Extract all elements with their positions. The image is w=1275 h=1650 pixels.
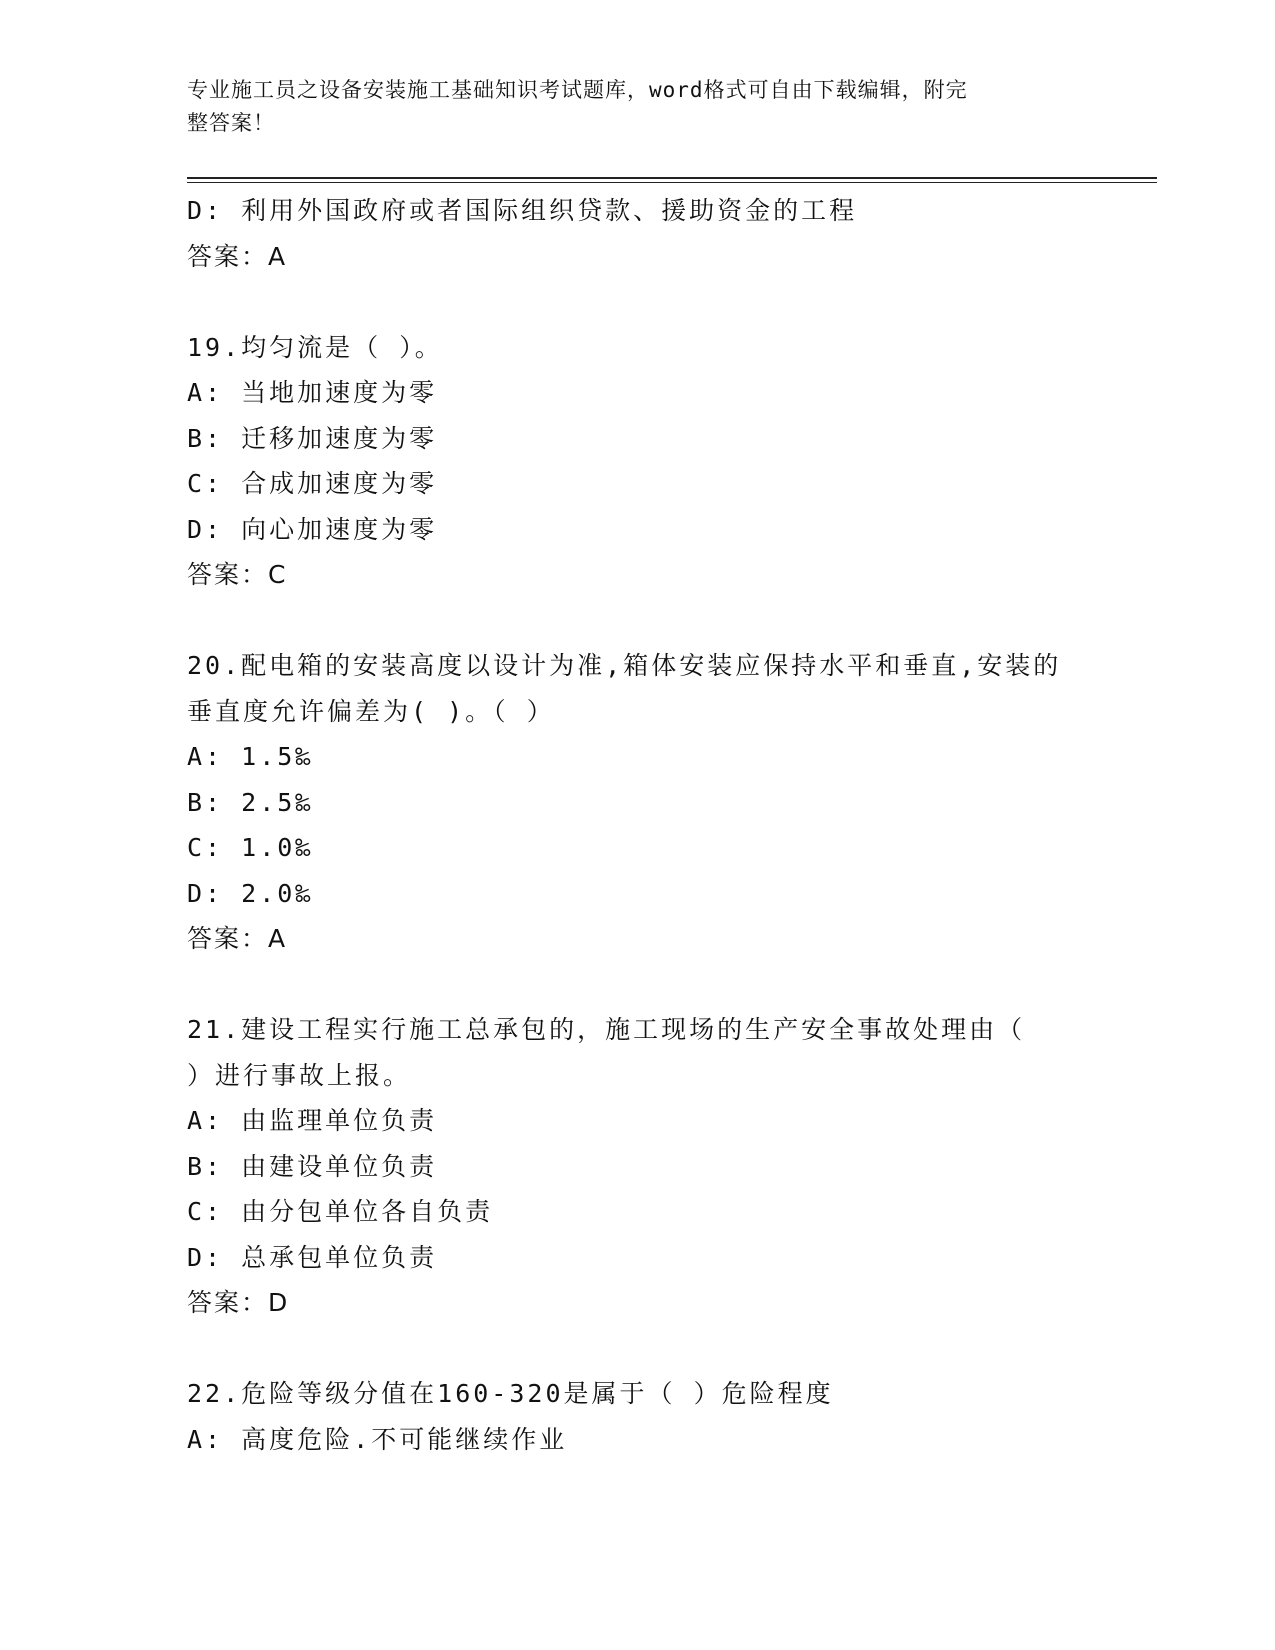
option-b: B: 由建设单位负责 [187,1151,438,1181]
question-block-19 [187,325,1087,598]
header-line-1: 专业施工员之设备安装施工基础知识考试题库，word格式可自由下载编辑，附完 [187,78,968,102]
header-divider-thin [187,182,1157,183]
option-b: B: 2.5‰ [187,787,314,817]
answer-label: 答案：D [187,1288,290,1317]
question-stem: 20.配电箱的安装高度以设计为准,箱体安装应保持水平和垂直,安装的 [187,651,1062,680]
option-c: C: 合成加速度为零 [187,469,438,498]
question-stem: 19.均匀流是（ ）。 [187,332,443,362]
option-d: D: 向心加速度为零 [187,514,438,544]
question-stem: 21.建设工程实行施工总承包的，施工现场的生产安全事故处理由（ [187,1015,1026,1044]
option-a: A: 由监理单位负责 [187,1106,438,1135]
question-block-20 [187,643,1087,962]
option-a: A: 当地加速度为零 [187,378,438,407]
question-list [187,188,1087,1462]
option-a: A: 高度危险.不可能继续作业 [187,1424,568,1454]
option-d: D: 总承包单位负责 [187,1242,438,1272]
answer-label: 答案：A [187,241,288,271]
option-b: B: 迁移加速度为零 [187,423,438,453]
question-stem-continued: 垂直度允许偏差为( )。（ ） [187,696,555,726]
answer-label: 答案：A [187,924,288,953]
option-c: C: 由分包单位各自负责 [187,1197,494,1226]
question-stem-continued: ）进行事故上报。 [187,1060,412,1090]
option-d: D: 利用外国政府或者国际组织贷款、援助资金的工程 [187,196,858,225]
option-c: C: 1.0‰ [187,833,314,862]
question-stem: 22.危险等级分值在160-320是属于（ ）危险程度 [187,1379,834,1408]
option-a: A: 1.5‰ [187,742,314,771]
header-line-2: 整答案！ [187,111,275,135]
header-divider-thick [187,177,1157,179]
document-header [187,74,1067,140]
answer-label: 答案：C [187,560,288,589]
question-block-22 [187,1371,1087,1462]
question-block-21 [187,1007,1087,1326]
option-d: D: 2.0‰ [187,878,314,908]
question-block-18 [187,188,1087,279]
